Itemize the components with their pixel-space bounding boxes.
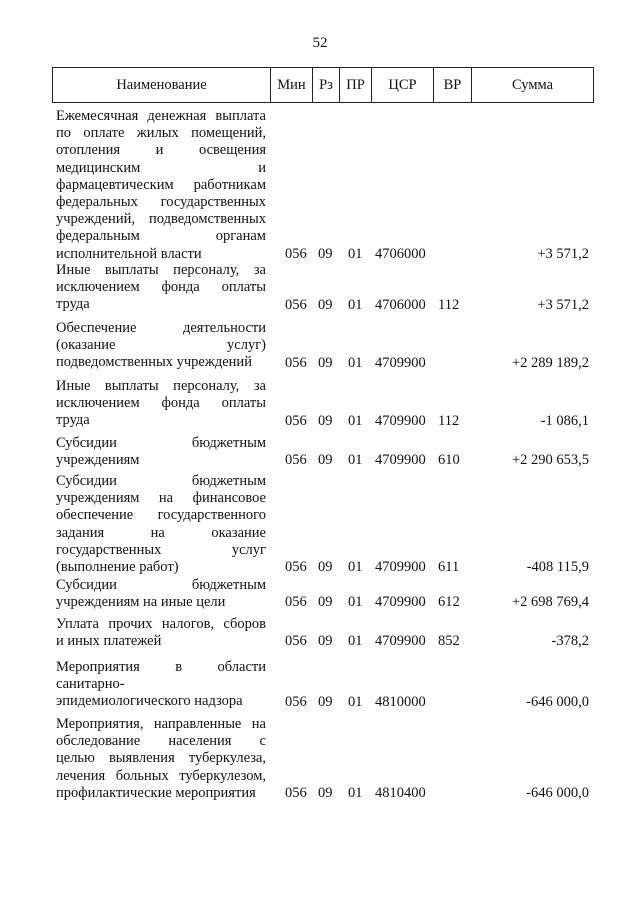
row-name-line: федеральных государственных: [56, 194, 266, 211]
cell-min: 056: [285, 245, 307, 262]
table-row: [52, 108, 594, 263]
row-values: [52, 633, 594, 650]
row-values: [52, 297, 594, 314]
row-name-line: обследование населения с: [56, 733, 266, 750]
row-values: [52, 785, 594, 802]
cell-csr: 4709900: [375, 354, 426, 371]
cell-pr: 01: [348, 693, 363, 710]
header-rz: Рз: [313, 68, 340, 102]
row-values: [52, 246, 594, 263]
row-name-line: Иные выплаты персоналу, за: [56, 262, 266, 278]
table-row: [52, 435, 594, 469]
row-name-line: исполнительной власти: [56, 245, 202, 262]
cell-vr: 610: [438, 452, 460, 469]
row-name-line: задания на оказание: [56, 524, 266, 541]
cell-pr: 01: [348, 354, 363, 371]
row-name-line: отопления и освещения: [56, 142, 266, 159]
row-name-line: Иные выплаты персоналу, за: [56, 378, 266, 394]
row-name-line: (оказание услуг): [56, 337, 266, 354]
cell-sum: +3 571,2: [537, 245, 589, 262]
cell-pr: 01: [348, 594, 363, 611]
table-row: [52, 473, 594, 576]
row-name-line: Уплата прочих налогов, сборов: [56, 616, 266, 632]
cell-vr: 112: [438, 296, 460, 313]
row-name-line: (выполнение работ): [56, 559, 179, 576]
cell-pr: 01: [348, 559, 363, 576]
cell-csr: 4709900: [375, 412, 426, 429]
cell-min: 056: [285, 693, 307, 710]
row-name-line: учреждений, подведомственных: [56, 211, 266, 228]
cell-csr: 4706000: [375, 296, 426, 313]
row-values: [52, 594, 594, 611]
cell-pr: 01: [348, 296, 363, 313]
cell-sum: -408 115,9: [526, 559, 589, 576]
row-values: [52, 694, 594, 711]
cell-pr: 01: [348, 452, 363, 469]
table-row: [52, 716, 594, 802]
header-pr: ПР: [340, 68, 372, 102]
cell-rz: 09: [318, 452, 333, 469]
row-name-line: лечения больных туберкулезом,: [56, 767, 266, 784]
table-row: [52, 616, 594, 650]
row-name-line: фармацевтическим работникам: [56, 176, 266, 193]
cell-pr: 01: [348, 245, 363, 262]
row-values: [52, 355, 594, 372]
row-name-line: Ежемесячная денежная выплата: [56, 108, 266, 124]
row-name-line: подведомственных учреждений: [56, 354, 252, 371]
row-name-line: учреждениям на иные цели: [56, 594, 226, 611]
cell-rz: 09: [318, 245, 333, 262]
cell-min: 056: [285, 559, 307, 576]
table-row: [52, 378, 594, 430]
row-values: [52, 452, 594, 469]
row-name: [56, 108, 266, 263]
cell-rz: 09: [318, 693, 333, 710]
cell-sum: +2 289 189,2: [511, 354, 589, 371]
cell-vr: 852: [438, 633, 460, 650]
header-vr: ВР: [434, 68, 472, 102]
table-row: [52, 262, 594, 314]
cell-sum: +3 571,2: [537, 296, 589, 313]
row-name-line: Субсидии бюджетным: [56, 435, 266, 451]
cell-min: 056: [285, 296, 307, 313]
row-name-line: профилактические мероприятия: [56, 784, 256, 801]
cell-rz: 09: [318, 633, 333, 650]
cell-min: 056: [285, 633, 307, 650]
cell-rz: 09: [318, 354, 333, 371]
cell-rz: 09: [318, 559, 333, 576]
header-name: Наименование: [53, 68, 271, 102]
row-name-line: учреждениям: [56, 452, 140, 469]
row-name-line: Субсидии бюджетным: [56, 473, 266, 489]
cell-pr: 01: [348, 412, 363, 429]
cell-csr: 4810400: [375, 785, 426, 801]
cell-min: 056: [285, 412, 307, 429]
row-name-line: по оплате жилых помещений,: [56, 125, 266, 142]
row-name-line: и иных платежей: [56, 633, 162, 650]
cell-rz: 09: [318, 785, 333, 801]
row-name-line: Обеспечение деятельности: [56, 320, 266, 336]
cell-min: 056: [285, 452, 307, 469]
row-name-line: исключением фонда оплаты: [56, 279, 266, 296]
cell-csr: 4709900: [375, 559, 426, 576]
row-values: [52, 413, 594, 430]
cell-csr: 4709900: [375, 594, 426, 611]
table-row: [52, 577, 594, 611]
page-number: 52: [312, 35, 328, 51]
row-name-line: исключением фонда оплаты: [56, 395, 266, 412]
cell-csr: 4810000: [375, 693, 426, 710]
cell-csr: 4706000: [375, 245, 426, 262]
cell-rz: 09: [318, 412, 333, 429]
cell-vr: 112: [438, 412, 460, 429]
cell-vr: 611: [438, 559, 460, 576]
row-name-line: труда: [56, 296, 90, 313]
cell-pr: 01: [348, 633, 363, 650]
row-name-line: Мероприятия, направленные на: [56, 716, 266, 732]
cell-rz: 09: [318, 296, 333, 313]
cell-sum: +2 290 653,5: [511, 452, 589, 469]
cell-csr: 4709900: [375, 452, 426, 469]
row-name-line: Субсидии бюджетным: [56, 577, 266, 593]
header-min: Мин: [271, 68, 313, 102]
row-name-line: Мероприятия в области: [56, 659, 266, 675]
row-name-line: санитарно-: [56, 676, 125, 693]
cell-csr: 4709900: [375, 633, 426, 650]
row-name-line: государственных услуг: [56, 541, 266, 558]
header-sum: Сумма: [511, 76, 554, 93]
cell-sum: -1 086,1: [540, 412, 589, 429]
cell-sum: +2 698 769,4: [511, 594, 589, 611]
row-name-line: федеральным органам: [56, 228, 266, 245]
cell-sum: -646 000,0: [526, 785, 589, 801]
cell-sum: -646 000,0: [526, 693, 589, 710]
table-row: [52, 659, 594, 711]
cell-rz: 09: [318, 594, 333, 611]
row-name-line: эпидемиологического надзора: [56, 693, 243, 710]
row-values: [52, 559, 594, 576]
row-name-line: труда: [56, 412, 90, 429]
cell-min: 056: [285, 785, 307, 801]
table-row: [52, 320, 594, 372]
cell-min: 056: [285, 594, 307, 611]
cell-min: 056: [285, 354, 307, 371]
cell-vr: 612: [438, 594, 460, 611]
row-name-line: учреждениям на финансовое: [56, 490, 266, 507]
row-name-line: целью выявления туберкулеза,: [56, 750, 266, 767]
row-name-line: медицинским и: [56, 159, 266, 176]
cell-sum: -378,2: [551, 633, 589, 650]
row-name-line: обеспечение государственного: [56, 507, 266, 524]
header-csr: ЦСР: [372, 68, 434, 102]
cell-pr: 01: [348, 785, 363, 801]
table-header: [52, 67, 594, 103]
